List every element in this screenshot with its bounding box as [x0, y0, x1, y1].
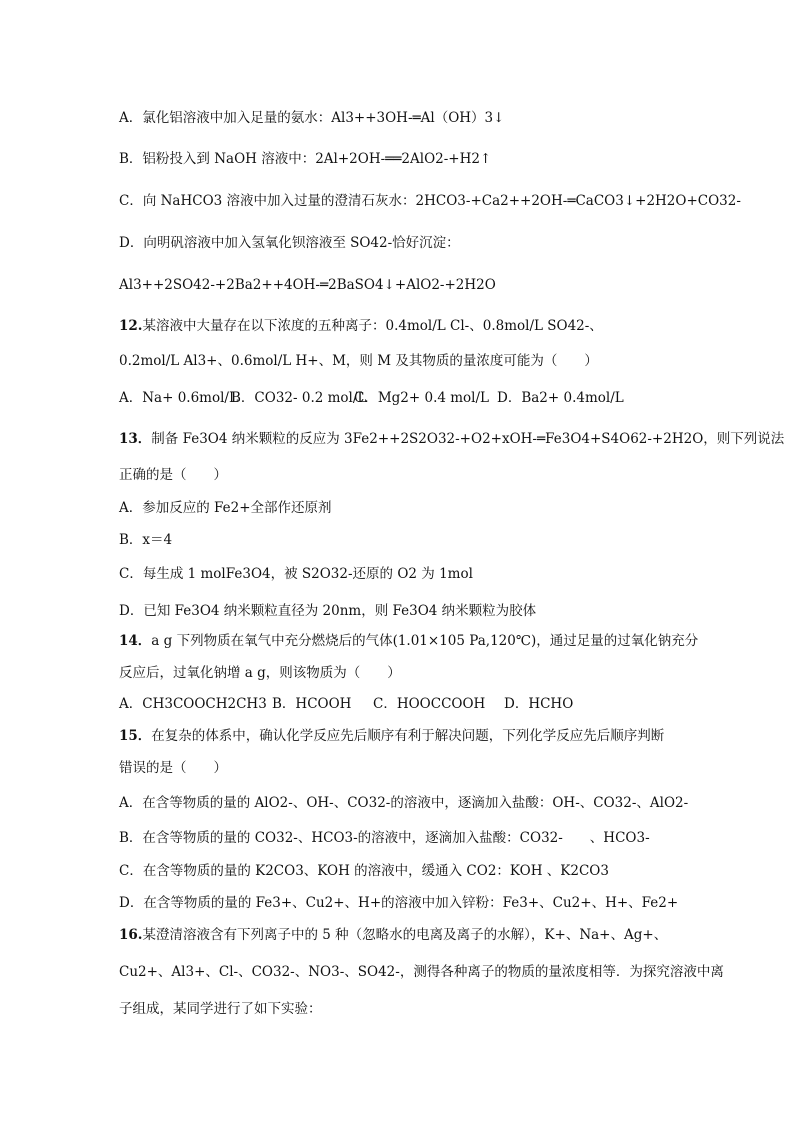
q15-stem-line2: 错误的是（ ） — [119, 760, 227, 776]
q12-option-b: B．CO32- 0.2 mol/L — [231, 390, 367, 406]
q15-stem-text1: 在复杂的体系中，确认化学反应先后顺序有利于解决问题，下列化学反应先后顺序判断 — [151, 728, 665, 744]
q12-number: 12. — [119, 318, 143, 334]
q13-number: 13． — [119, 431, 152, 447]
q14-option-c: C．HOOCCOOH — [373, 696, 486, 712]
q12-option-a: A．Na+ 0.6mol/L — [119, 390, 238, 406]
q11-option-d-equation: Al3++2SO42-+2Ba2++4OH-═2BaSO4↓+AlO2-+2H2O — [119, 277, 496, 293]
q12-stem-line1 — [119, 317, 603, 335]
q16-number: 16. — [119, 927, 143, 943]
q15-option-c: C．在含等物质的量的 K2CO3、KOH 的溶液中，缓通入 CO2：KOH 、K2CO3 — [119, 863, 609, 879]
q11-option-a: A．氯化铝溶液中加入足量的氨水：Al3++3OH-═Al（OH）3↓ — [119, 110, 505, 126]
q15-option-a: A．在含等物质的量的 AlO2-、OH-、CO32-的溶液中，逐滴加入盐酸：OH-、CO32-、AlO2- — [119, 795, 689, 811]
q13-option-c: C．每生成 1 molFe3O4，被 S2O32-还原的 O2 为 1mol — [119, 566, 473, 582]
q16-stem-text1: 某澄清溶液含有下列离子中的 5 种（忽略水的电离及离子的水解），K+、Na+、Ag+、 — [142, 927, 668, 943]
q12-options — [119, 389, 624, 407]
q16-stem-line2: Cu2+、Al3+、Cl-、CO32-、NO3-、SO42-，测得各种离子的物质的量浓度相等．为探究溶液中离 — [119, 964, 724, 980]
q14-stem-line2: 反应后，过氧化钠增 a g，则该物质为（ ） — [119, 665, 401, 681]
q13-stem-line1 — [119, 430, 784, 448]
q16-stem-line3: 子组成，某同学进行了如下实验： — [119, 1001, 322, 1017]
q13-stem-line2: 正确的是（ ） — [119, 467, 227, 483]
q15-option-b: B．在含等物质的量的 CO32-、HCO3-的溶液中，逐滴加入盐酸：CO32- 、HCO3- — [119, 830, 650, 846]
q11-option-d: D．向明矾溶液中加入氢氧化钡溶液至 SO42-恰好沉淀： — [119, 235, 460, 251]
q12-stem-line2: 0.2mol/L Al3+、0.6mol/L H+、M，则 M 及其物质的量浓度可能为（ ） — [119, 353, 598, 369]
q13-stem-text1: 制备 Fe3O4 纳米颗粒的反应为 3Fe2++2S2O32-+O2+xOH-═Fe3O4+S4O62-+2H2O，则下列说法 — [151, 431, 785, 447]
q14-option-b: B．HCOOH — [272, 696, 352, 712]
q12-option-d: D．Ba2+ 0.4mol/L — [497, 390, 624, 406]
q15-stem-line1 — [119, 727, 664, 745]
q14-number: 14． — [119, 633, 152, 649]
q15-number: 15． — [119, 728, 152, 744]
q16-stem-line1 — [119, 926, 667, 944]
q14-stem-line1 — [119, 632, 698, 650]
q13-option-a: A．参加反应的 Fe2+全部作还原剂 — [119, 500, 332, 516]
q14-stem-text1: a g 下列物质在氧气中充分燃烧后的气体(1.01×105 Pa,120℃)，通过足量的过氧化钠充分 — [151, 633, 699, 649]
q14-option-a: A．CH3COOCH2CH3 — [119, 696, 267, 712]
q11-option-b: B．铝粉投入到 NaOH 溶液中：2Al+2OH-══2AlO2-+H2↑ — [119, 151, 492, 167]
q11-option-c: C．向 NaHCO3 溶液中加入过量的澄清石灰水：2HCO3-+Ca2++2OH-═CaCO3↓+2H2O+CO32- — [119, 193, 741, 209]
q15-option-d: D．在含等物质的量的 Fe3+、Cu2+、H+的溶液中加入锌粉：Fe3+、Cu2+、H+、Fe2+ — [119, 895, 679, 911]
q13-option-d: D．已知 Fe3O4 纳米颗粒直径为 20nm，则 Fe3O4 纳米颗粒为胶体 — [119, 603, 537, 619]
q14-option-d: D．HCHO — [504, 696, 574, 712]
q13-option-b: B．x＝4 — [119, 532, 173, 548]
q12-option-c: C．Mg2+ 0.4 mol/L — [354, 390, 490, 406]
q14-options — [119, 695, 573, 713]
q12-stem-text1: 某溶液中大量存在以下浓度的五种离子：0.4mol/L Cl-、0.8mol/L SO42-、 — [142, 318, 603, 334]
